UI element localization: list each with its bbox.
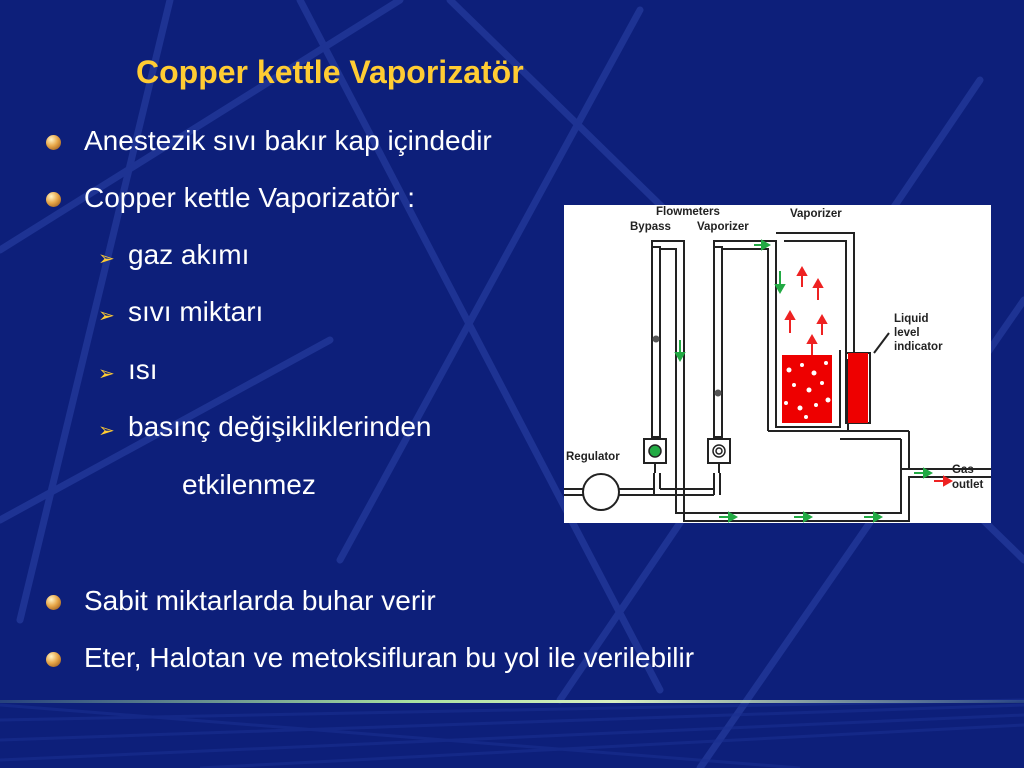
bullet-item [84, 124, 492, 158]
bullet-text: Eter, Halotan ve metoksifluran bu yol ile verilebilir [84, 642, 695, 673]
label-outlet: outlet [952, 479, 984, 491]
bullet-icon [46, 135, 61, 150]
vaporizer-flowmeter-tube [714, 247, 722, 437]
sub-bullet-text: sıvı miktarı [128, 296, 264, 327]
slide-title: Copper kettle Vaporizatör [136, 54, 524, 90]
bullet-item [84, 181, 415, 215]
arrow-bullet-icon: ➢ [98, 305, 115, 327]
label-vaporizer: Vaporizer [790, 208, 842, 220]
sub-bullet-text: basınç değişikliklerinden [128, 411, 432, 442]
label-indicator: indicator [894, 341, 943, 353]
bullet-item [84, 641, 694, 675]
regulator-circle [583, 474, 619, 510]
bullet-icon [46, 192, 61, 207]
bullet-text: Sabit miktarlarda buhar verir [84, 585, 436, 616]
label-level: level [894, 327, 920, 339]
sub-bullet-text: gaz akımı [128, 239, 250, 270]
sub-bullet-item [98, 238, 250, 272]
sub-bullet-item [98, 410, 432, 444]
bullet-icon [46, 652, 61, 667]
sub-bullet-item [98, 353, 158, 387]
bullet-icon [46, 595, 61, 610]
arrow-bullet-icon: ➢ [98, 248, 115, 270]
label-flowmeters: Flowmeters [656, 206, 720, 218]
level-indicator-liquid [848, 353, 868, 423]
sub-bullet-item [98, 295, 264, 329]
sub-bullet-text: ısı [128, 354, 158, 385]
arrow-bullet-icon: ➢ [98, 363, 115, 385]
label-bypass: Bypass [630, 221, 671, 233]
label-regulator: Regulator [566, 451, 620, 463]
arrow-bullet-icon: ➢ [98, 420, 115, 442]
label-gas: Gas [952, 464, 974, 476]
label-liquid: Liquid [894, 313, 929, 325]
sub-bullet-continuation: etkilenmez [182, 469, 316, 500]
bullet-item [84, 584, 436, 618]
bullet-text: Anestezik sıvı bakır kap içindedir [84, 125, 492, 156]
diagram-svg [564, 205, 991, 523]
footer-divider [0, 700, 1024, 703]
copper-kettle-diagram [564, 205, 991, 523]
bullet-text: Copper kettle Vaporizatör : [84, 182, 415, 213]
label-vaporizer-flowmeter: Vaporizer [697, 221, 749, 233]
